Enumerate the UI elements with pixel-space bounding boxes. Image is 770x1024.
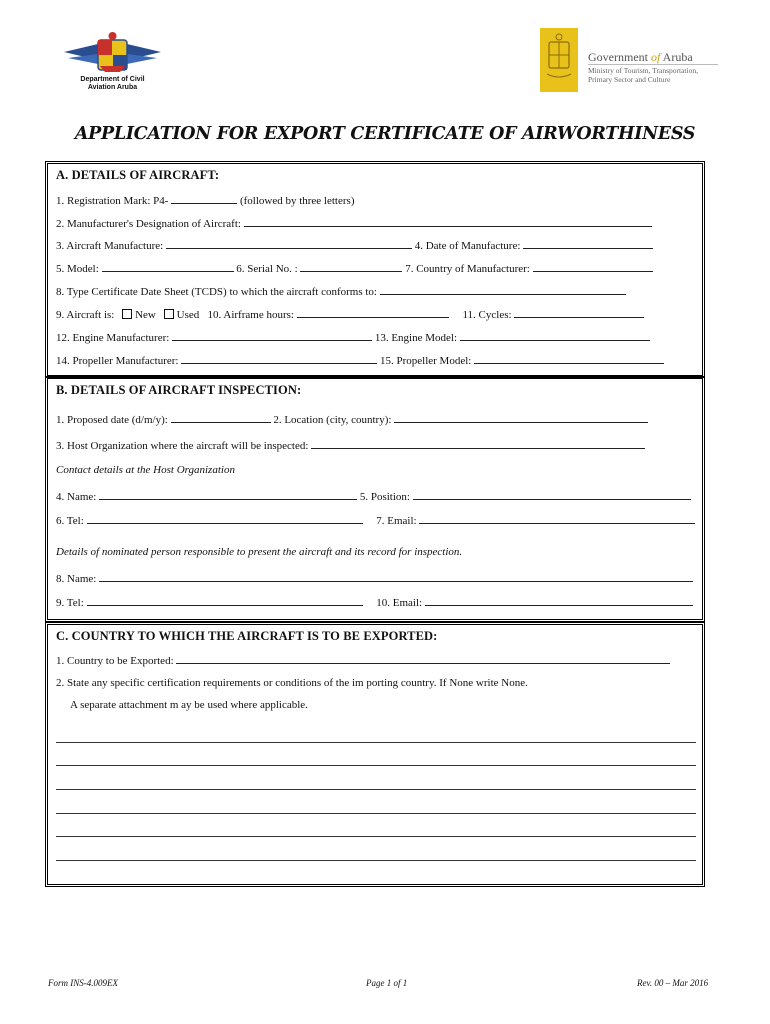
field-manufacturer-designation xyxy=(56,216,652,231)
cycles-label: 11. Cycles: xyxy=(462,309,512,321)
used-option-label: Used xyxy=(176,309,200,321)
new-checkbox[interactable] xyxy=(122,309,132,319)
form-number: Form INS-4.009EX xyxy=(48,978,118,988)
nominee-name-label: 8. Name: xyxy=(56,573,97,585)
contact-name-label: 4. Name: xyxy=(56,491,97,503)
model-input[interactable] xyxy=(102,261,234,272)
field-country-exported xyxy=(56,653,670,668)
tcds-label: 8. Type Certificate Date Sheet (TCDS) to which the aircraft conforms to: xyxy=(56,286,377,298)
field-host-organization xyxy=(56,438,645,453)
section-a-heading: A. DETAILS OF AIRCRAFT: xyxy=(56,168,220,182)
nominee-tel-label: 9. Tel: xyxy=(56,597,84,609)
engine-manufacturer-label: 12. Engine Manufacturer: xyxy=(56,332,170,344)
gov-name-post: Aruba xyxy=(660,50,693,64)
country-of-manufacturer-label: 7. Country of Manufacturer: xyxy=(405,263,530,275)
tcds-input[interactable] xyxy=(380,284,626,295)
section-export-country xyxy=(45,622,705,887)
nominee-tel-input[interactable] xyxy=(87,595,363,606)
contact-email-label: 7. Email: xyxy=(376,515,417,527)
date-of-manufacture-label: 4. Date of Manufacture: xyxy=(414,240,521,252)
dca-logo-line1: Department of Civil xyxy=(80,76,145,83)
section-aircraft-details xyxy=(45,161,705,378)
airframe-hours-input[interactable] xyxy=(297,307,449,318)
serial-no-input[interactable] xyxy=(300,261,402,272)
government-name xyxy=(588,50,693,65)
nominee-email-input[interactable] xyxy=(425,595,693,606)
registration-mark-input[interactable] xyxy=(171,193,237,204)
gov-name-pre: Government xyxy=(588,50,651,64)
attachment-note: A separate attachment m ay be used where applicable. xyxy=(70,699,308,711)
registration-mark-label: 1. Registration Mark: P4- xyxy=(56,195,169,207)
export-country-input[interactable] xyxy=(176,653,670,664)
aircraft-is-label: 9. Aircraft is: xyxy=(56,309,115,321)
requirements-line-2[interactable] xyxy=(56,765,696,766)
propeller-model-input[interactable] xyxy=(474,353,664,364)
designation-input[interactable] xyxy=(244,216,652,227)
propeller-manufacturer-input[interactable] xyxy=(181,353,377,364)
contact-tel-input[interactable] xyxy=(87,513,363,524)
field-engine xyxy=(56,330,650,345)
field-nominee-name xyxy=(56,571,693,586)
aruba-crest-icon xyxy=(540,28,578,92)
field-propeller xyxy=(56,353,664,368)
proposed-date-input[interactable] xyxy=(171,412,271,423)
contact-name-input[interactable] xyxy=(99,489,357,500)
dca-logo-line2: Aviation Aruba xyxy=(87,84,138,91)
section-inspection-details xyxy=(45,376,705,622)
host-organization-input[interactable] xyxy=(311,438,645,449)
propeller-manufacturer-label: 14. Propeller Manufacturer: xyxy=(56,355,179,367)
field-aircraft-status-hours-cycles xyxy=(56,307,644,322)
model-label: 5. Model: xyxy=(56,263,99,275)
field-registration-mark xyxy=(56,193,354,208)
dca-logo xyxy=(60,30,165,100)
aircraft-manufacture-label: 3. Aircraft Manufacture: xyxy=(56,240,164,252)
certification-requirements-label: 2. State any specific certification requirements or conditions of the im porting country. If None write None. xyxy=(56,677,528,689)
date-of-manufacture-input[interactable] xyxy=(523,238,653,249)
registration-mark-note: (followed by three letters) xyxy=(239,195,355,207)
nominee-email-label: 10. Email: xyxy=(376,597,423,609)
section-b-heading: B. DETAILS OF AIRCRAFT INSPECTION: xyxy=(56,383,302,397)
contact-position-input[interactable] xyxy=(413,489,691,500)
engine-manufacturer-input[interactable] xyxy=(172,330,372,341)
aircraft-manufacture-input[interactable] xyxy=(166,238,412,249)
host-organization-label: 3. Host Organization where the aircraft will be inspected: xyxy=(56,440,309,452)
contact-details-note: Contact details at the Host Organization xyxy=(56,464,235,476)
propeller-model-label: 15. Propeller Model: xyxy=(379,355,472,367)
requirements-line-1[interactable] xyxy=(56,742,696,743)
requirements-line-4[interactable] xyxy=(56,813,696,814)
form-title: APPLICATION FOR EXPORT CERTIFICATE OF AIRWORTHINESS xyxy=(74,124,696,144)
requirements-line-5[interactable] xyxy=(56,836,696,837)
designation-label: 2. Manufacturer's Designation of Aircraft: xyxy=(56,218,241,230)
proposed-date-label: 1. Proposed date (d/m/y): xyxy=(56,414,168,426)
gov-divider xyxy=(588,64,718,65)
revision: Rev. 00 – Mar 2016 xyxy=(637,978,709,988)
field-nominee-tel-email xyxy=(56,595,693,610)
gov-name-of: of xyxy=(650,50,661,64)
new-option-label: New xyxy=(135,309,156,321)
nominee-name-input[interactable] xyxy=(99,571,693,582)
engine-model-input[interactable] xyxy=(460,330,650,341)
serial-no-label: 6. Serial No. : xyxy=(236,263,298,275)
airframe-hours-label: 10. Airframe hours: xyxy=(207,309,294,321)
field-tcds xyxy=(56,284,626,299)
contact-email-input[interactable] xyxy=(419,513,695,524)
engine-model-label: 13. Engine Model: xyxy=(374,332,458,344)
page-number: Page 1 of 1 xyxy=(366,978,408,988)
dca-emblem-icon xyxy=(60,30,165,76)
export-country-label: 1. Country to be Exported: xyxy=(56,655,174,667)
section-c-heading: C. COUNTRY TO WHICH THE AIRCRAFT IS TO BE EXPORTED: xyxy=(56,629,438,643)
location-label: 2. Location (city, country): xyxy=(273,414,392,426)
cycles-input[interactable] xyxy=(514,307,644,318)
field-aircraft-manufacture xyxy=(56,238,653,253)
nominee-note: Details of nominated person responsible to present the aircraft and its record for inspection. xyxy=(56,546,463,558)
contact-tel-label: 6. Tel: xyxy=(56,515,84,527)
contact-position-label: 5. Position: xyxy=(359,491,410,503)
government-logo xyxy=(540,28,720,94)
field-model-serial-country xyxy=(56,261,653,276)
requirements-line-6[interactable] xyxy=(56,860,696,861)
ministry-name xyxy=(588,66,698,84)
field-date-location xyxy=(56,412,648,427)
country-of-manufacturer-input[interactable] xyxy=(533,261,653,272)
ministry-line1: Ministry of Tourism, Transportation, xyxy=(588,66,698,75)
requirements-line-3[interactable] xyxy=(56,789,696,790)
ministry-line2: Primary Sector and Culture xyxy=(588,75,671,84)
location-input[interactable] xyxy=(394,412,648,423)
used-checkbox[interactable] xyxy=(164,309,174,319)
field-name-position xyxy=(56,489,691,504)
field-tel-email xyxy=(56,513,695,528)
